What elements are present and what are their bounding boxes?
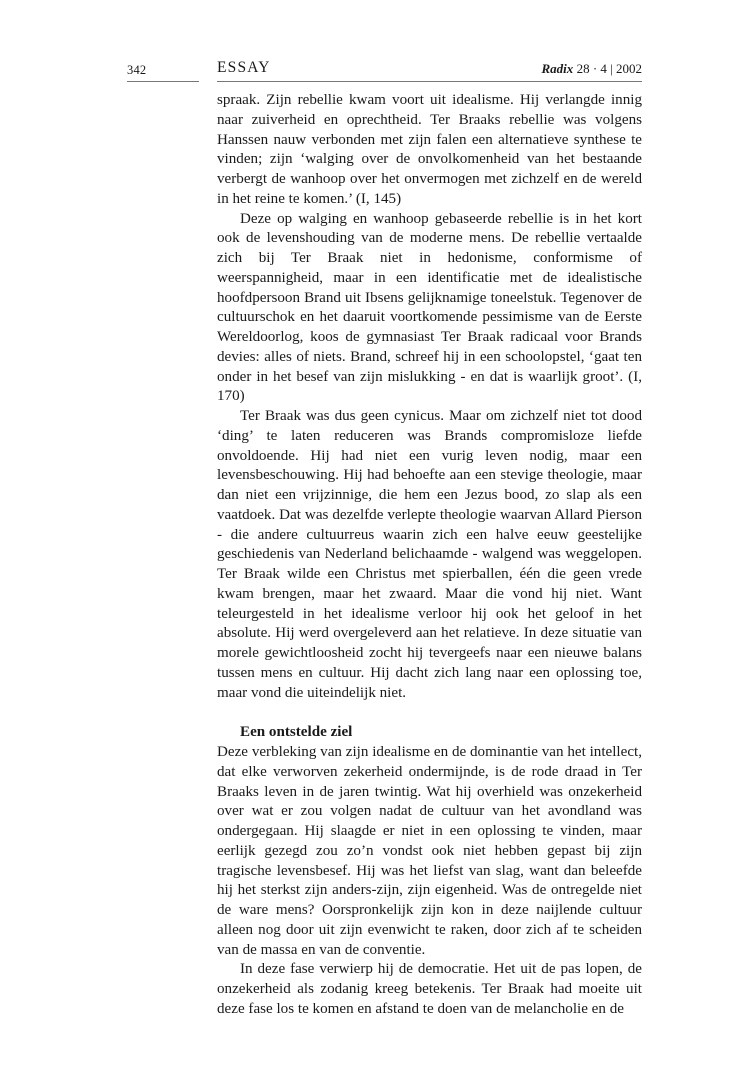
- journal-issue: 28 · 4 | 2002: [576, 61, 642, 76]
- header-rule-right: [217, 81, 642, 82]
- journal-reference: [542, 61, 642, 77]
- journal-name: Radix: [541, 61, 574, 76]
- paragraph: spraak. Zijn rebellie kwam voort uit idealisme. Hij verlangde innig naar zuiverheid en oprechtheid. Ter Braaks rebellie was volgens Hanssen nauw verbonden met zijn falen een alternatieve synthese te vinden; zijn ‘walging over de onvolkomenheid van het bestaande verbergt de wanhoop over het onvermogen met zichzelf en de wereld in het reine te komen.’ (I, 145): [217, 92, 642, 207]
- paragraph: Ter Braak was dus geen cynicus. Maar om zichzelf niet tot dood ‘ding’ te laten reduceren was Brands compromisloze liefde onvoldoende. Hij had niet een vurig leven nodig, maar een levensbeschouwing. Hij had behoefte aan een stevige theologie, maar dan niet een vrijzinnige, die hem een Jezus bood, zo slap als een vaatdoek. Dat was dezelfde verlepte theologie waarvan Allard Pierson - die andere cultuurreus waarin zich een halve eeuw geestelijke geschiedenis van Nederland belichaamde - walgend was weggelopen. Ter Braak wilde een Christus met spierballen, één die geen vrede kwam brengen, maar het zwaard. Maar die vond hij niet. Want teleurgesteld in het idealisme verloor hij ook het geloof in het absolute. Hij werd overgeleverd aan het relatieve. In deze situatie van morele gewichtloosheid zocht hij tevergeefs naar een nieuwe balans tussen mens en cultuur. Hij dacht zich lang naar een oplossing toe, maar vond die uiteindelijk niet.: [217, 408, 642, 701]
- paragraph: Deze op walging en wanhoop gebaseerde rebellie is in het kort ook de levenshouding van de moderne mens. De rebellie vertaalde zich bij Ter Braak niet in hedonisme, conformisme of weerspannigheid, maar in een identificatie met de idealistische hoofdpersoon Brand uit Ibsens gelijknamige toneelstuk. Tegenover de cultuurschok en het daaruit voortkomende pessimisme van de Eerste Wereldoorlog, koos de gymnasiast Ter Braak radicaal voor Brands devies: alles of niets. Brand, schreef hij in een schoolopstel, ‘gaat ten onder in het besef van zijn mislukking - en dat is waarlijk groot’. (I, 170): [217, 210, 642, 405]
- subheading: Een ontstelde ziel: [240, 724, 353, 741]
- page-number: 342: [127, 63, 147, 77]
- paragraph: In deze fase verwierp hij de democratie. Het uit de pas lopen, de onzekerheid als zodanig kreeg betekenis. Ter Braak had moeite uit deze fase los te komen en afstand te doen van de melancholie en de: [217, 961, 642, 1017]
- paragraph: Deze verbleking van zijn idealisme en de dominantie van het intellect, dat elke verworven zekerheid ondermijnde, is de rode draad in Ter Braaks leven in de jaren twintig. Wat hij overhield was onzekerheid over wat er zou volgen nadat de cultuur van het avondland was ondergegaan. Hij slaagde er niet in een oplossing te vinden, maar eerlijk gezegd zou zo’n vondst ook niet hebben gepast bij zijn tragische levensbesef. Hij was het liefst van slag, want dan beleefde hij het sterkst zijn anders-zijn, zijn eigenheid. Was de ontregelde niet de ware mens? Oorspronkelijk zijn kon in deze naijlende cultuur alleen nog door uit zijn evenwicht te raken, door zich af te scheiden van de massa en van de conventie.: [217, 744, 642, 958]
- article-body: [217, 91, 642, 1020]
- header-rule-left: [127, 81, 199, 82]
- section-label: ESSAY: [217, 59, 271, 76]
